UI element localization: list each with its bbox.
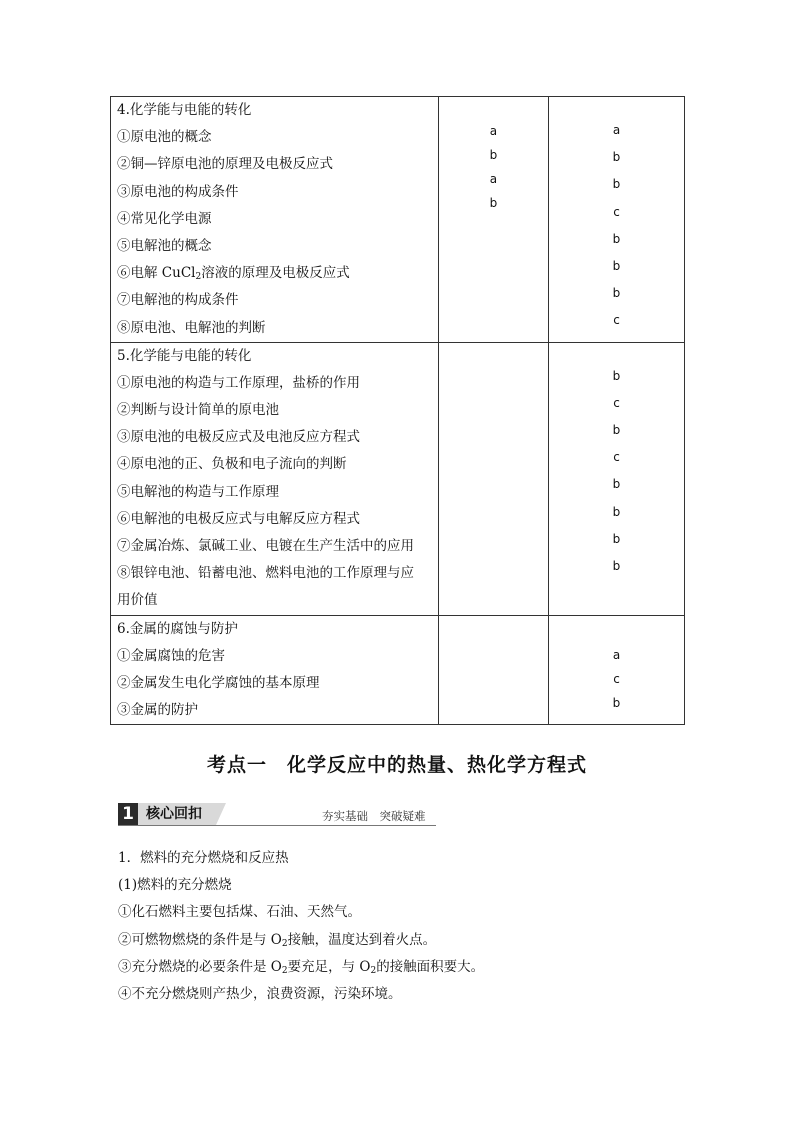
level-mark: c [613,395,620,410]
paragraph-text: ③充分燃烧的必要条件是 O [118,958,282,975]
paragraph [118,954,698,981]
table-row [111,97,685,343]
list-item: ①金属腐蚀的危害 [117,647,225,664]
paragraph: ①化石燃料主要包括煤、石油、天然气。 [118,904,361,921]
list-item: ⑤电解池的概念 [117,237,212,254]
level-mark: b [612,368,621,383]
level-mark: a [489,124,498,138]
list-item: ②判断与设计简单的原电池 [117,402,279,419]
level-mark: b [612,231,621,246]
banner-label: 核心回扣 [138,803,216,825]
banner-rule [118,825,436,826]
level-cell-b [548,97,684,343]
level-mark: a [612,647,621,662]
list-item-text: ⑥电解 CuCl [117,265,196,282]
level-mark: c [613,313,620,328]
list-item-continuation: 用价值 [117,592,158,609]
subscript: 2 [195,272,202,283]
list-item: ⑧原电池、电解池的判断 [117,319,266,336]
level-mark: b [612,559,621,573]
paragraph-text: 的接触面积要大。 [376,958,485,975]
banner-tagline: 夯实基础 突破疑难 [322,809,426,823]
paragraph [118,927,698,954]
topic-cell [111,97,439,343]
requirements-table [110,96,685,725]
level-mark: b [612,423,621,438]
list-item: ①原电池的概念 [117,129,212,146]
level-mark: a [612,123,621,137]
section-title: 考点一 化学反应中的热量、热化学方程式 [206,754,587,776]
level-mark: c [613,204,620,219]
section-banner [118,803,436,825]
body-text [118,845,698,1008]
list-item: ④原电池的正、负极和电子流向的判断 [117,456,347,473]
list-item: ⑦金属冶炼、氯碱工业、电镀在生产生活中的应用 [117,538,414,554]
level-mark: b [612,177,621,192]
table-row [111,615,685,725]
list-item [111,260,438,287]
paragraph: 1．燃料的充分燃烧和反应热 [118,850,289,866]
level-cell-b [548,615,684,725]
level-mark: b [612,531,621,546]
banner-slant-shape [216,803,226,825]
subscript: 2 [281,938,288,949]
paragraph: (1)燃料的充分燃烧 [118,877,232,894]
section-heading: 4.化学能与电能的转化 [117,102,252,118]
table-row [111,342,685,615]
level-mark: b [612,286,621,301]
level-cell-a [438,615,548,725]
section-heading: 5.化学能与电能的转化 [117,347,252,364]
list-item: ②铜—锌原电池的原理及电极反应式 [117,156,333,173]
level-cell-a [438,342,548,615]
banner-number: 1 [118,803,138,825]
level-mark: b [612,477,621,492]
list-item-text: 溶液的原理及电极反应式 [201,265,350,282]
topic-cell [111,615,439,725]
subscript: 2 [281,965,288,976]
topic-cell [111,342,439,615]
level-mark: a [489,172,498,186]
level-mark: b [489,148,498,162]
level-cell-b [548,342,684,615]
paragraph-text: 要充足，与 O [287,958,371,975]
paragraph-text: 接触，温度达到着火点。 [287,931,437,948]
list-item: ⑧银锌电池、铅蓄电池、燃料电池的工作原理与应 [117,565,414,582]
list-item: ⑤电解池的构造与工作原理 [117,483,279,500]
subscript: 2 [370,965,377,976]
list-item: ③原电池的电极反应式及电池反应方程式 [117,429,360,446]
level-mark: b [612,258,621,273]
list-item: ③金属的防护 [117,702,198,719]
level-mark: b [612,695,621,710]
level-mark: b [489,196,498,210]
level-cell-a [438,97,548,343]
level-mark: c [613,450,620,465]
level-mark: b [612,150,621,165]
list-item: ③原电池的构成条件 [117,183,239,200]
list-item: ⑦电解池的构成条件 [117,292,239,309]
list-item: ④常见化学电源 [117,210,212,227]
list-item: ①原电池的构造与工作原理，盐桥的作用 [117,374,360,391]
level-mark: b [612,504,621,519]
paragraph-text: ②可燃物燃烧的条件是与 O [118,931,282,948]
paragraph: ④不充分燃烧则产热少，浪费资源，污染环境。 [118,985,402,1002]
section-heading: 6.金属的腐蚀与防护 [117,620,238,637]
level-mark: c [613,671,620,686]
list-item: ②金属发生电化学腐蚀的基本原理 [117,674,320,691]
list-item: ⑥电解池的电极反应式与电解反应方程式 [117,510,360,527]
